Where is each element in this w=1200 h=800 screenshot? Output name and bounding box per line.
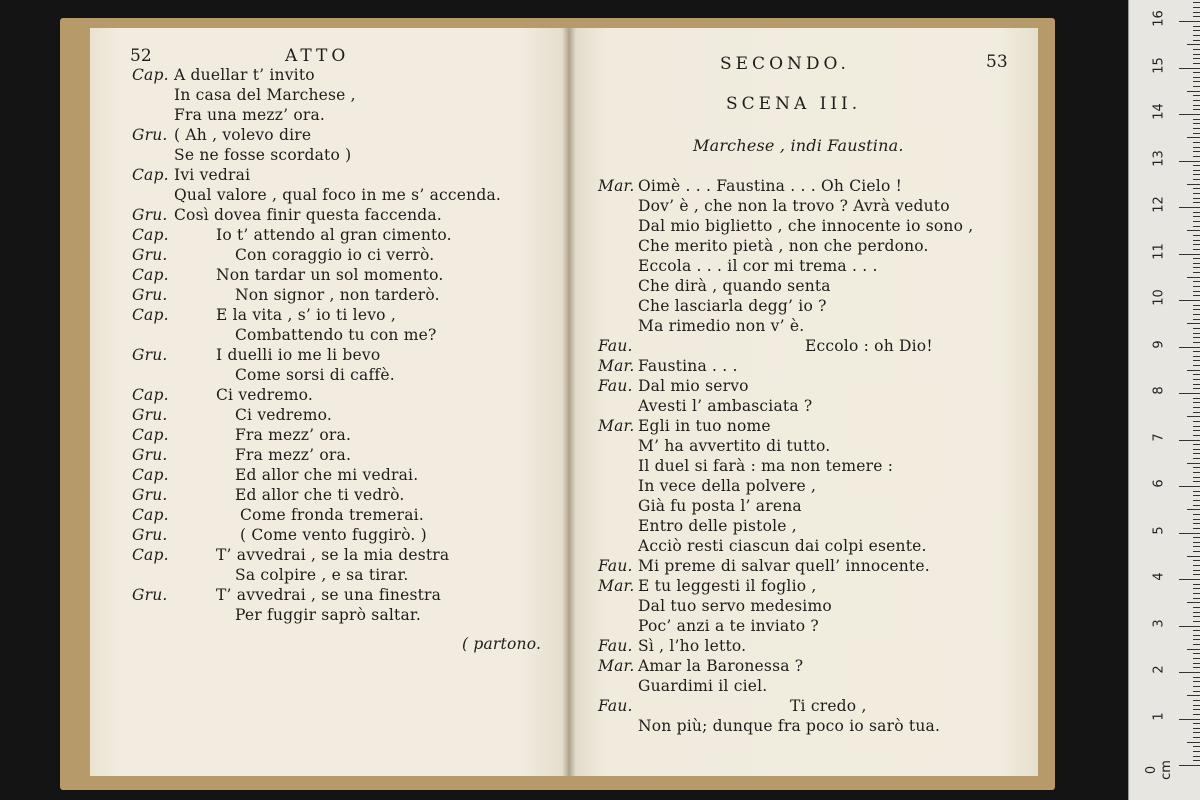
ruler-tick: [1193, 751, 1200, 752]
ruler-tick: [1193, 495, 1200, 496]
ruler-tick: [1193, 732, 1200, 733]
left-verse-line: Come fronda tremerai.: [240, 506, 424, 524]
left-speaker: Gru.: [132, 446, 168, 464]
right-verse-line: Dov’ è , che non la trovo ? Avrà veduto: [638, 197, 950, 215]
ruler-tick: [1193, 263, 1200, 264]
left-verse-line: Non signor , non tarderò.: [235, 286, 440, 304]
left-speaker: Gru.: [132, 346, 168, 364]
ruler-tick: [1193, 356, 1200, 357]
left-verse-line: Ed allor che ti vedrò.: [235, 486, 405, 504]
ruler-label: 1: [1151, 711, 1167, 721]
right-verse-line: Dal mio servo: [638, 377, 749, 395]
ruler-tick: [1193, 491, 1200, 492]
ruler-label: 12: [1151, 196, 1167, 213]
left-page: [90, 28, 568, 776]
ruler-tick: [1193, 630, 1200, 631]
left-verse-line: Così dovea finir questa faccenda.: [174, 206, 442, 224]
ruler-tick: [1179, 347, 1200, 348]
left-speaker: Gru.: [132, 126, 168, 144]
ruler-tick: [1193, 95, 1200, 96]
left-verse-line: Fra mezz’ ora.: [235, 446, 352, 464]
ruler-tick: [1193, 105, 1200, 106]
ruler-tick: [1193, 30, 1200, 31]
ruler-tick: [1193, 333, 1200, 334]
ruler-tick: [1193, 756, 1200, 757]
left-speaker: Gru.: [132, 526, 168, 544]
ruler-tick: [1193, 737, 1200, 738]
right-verse-line: Non più; dunque fra poco io sarò tua.: [638, 717, 941, 735]
left-speaker: Gru.: [132, 286, 168, 304]
ruler-tick: [1193, 77, 1200, 78]
ruler-tick: [1193, 109, 1200, 110]
ruler-tick: [1179, 765, 1200, 766]
ruler-tick: [1193, 746, 1200, 747]
left-verse-line: Ci vedremo.: [235, 406, 333, 424]
ruler-tick: [1193, 286, 1200, 287]
left-verse-line: Con coraggio io ci verrò.: [235, 246, 435, 264]
ruler-tick: [1179, 719, 1200, 720]
ruler-tick: [1193, 198, 1200, 199]
ruler-tick: [1193, 700, 1200, 701]
ruler-label: 0 cm: [1144, 760, 1174, 780]
ruler-tick: [1193, 221, 1200, 222]
right-verse-line: Ti credo ,: [790, 697, 867, 715]
left-speaker: Gru.: [132, 246, 168, 264]
right-verse-line: Avesti l’ ambasciata ?: [638, 397, 813, 415]
left-verse-line: Ed allor che mi vedrai.: [235, 466, 419, 484]
ruler-tick: [1193, 133, 1200, 134]
ruler-tick: [1179, 486, 1200, 487]
ruler-tick: [1193, 407, 1200, 408]
right-speaker: Fau.: [598, 377, 633, 395]
ruler-tick: [1193, 193, 1200, 194]
left-verse-line: Fra una mezz’ ora.: [174, 106, 326, 124]
ruler-label: 7: [1151, 432, 1167, 442]
ruler-tick: [1193, 63, 1200, 64]
right-speaker: Fau.: [598, 337, 633, 355]
ruler-label: 14: [1151, 103, 1167, 120]
ruler-tick: [1193, 430, 1200, 431]
ruler-tick: [1193, 328, 1200, 329]
ruler-tick: [1193, 16, 1200, 17]
ruler-tick: [1193, 128, 1200, 129]
ruler-tick: [1193, 226, 1200, 227]
left-speaker: Gru.: [132, 586, 168, 604]
left-speaker: Cap.: [132, 66, 169, 84]
ruler-tick: [1179, 254, 1200, 255]
ruler-tick: [1193, 481, 1200, 482]
right-running-head: SECONDO.: [720, 54, 850, 74]
ruler-tick: [1179, 114, 1200, 115]
left-speaker: Cap.: [132, 166, 169, 184]
left-verse-line: Fra mezz’ ora.: [235, 426, 352, 444]
right-speaker: Fau.: [598, 697, 633, 715]
left-verse-line: Se ne fosse scordato ): [174, 146, 352, 164]
ruler-tick: [1193, 709, 1200, 710]
ruler-tick: [1187, 184, 1200, 185]
ruler-tick: [1193, 472, 1200, 473]
right-speaker: Fau.: [598, 637, 633, 655]
ruler-tick: [1193, 119, 1200, 120]
ruler-label: 2: [1151, 665, 1167, 674]
ruler-tick: [1193, 54, 1200, 55]
ruler-tick: [1193, 607, 1200, 608]
ruler-tick: [1193, 528, 1200, 529]
ruler-tick: [1193, 314, 1200, 315]
left-verse-line: Come sorsi di caffè.: [235, 366, 395, 384]
ruler-tick: [1193, 635, 1200, 636]
ruler-tick: [1193, 705, 1200, 706]
ruler-label: 15: [1151, 56, 1167, 74]
left-speaker: Gru.: [132, 486, 168, 504]
ruler-tick: [1193, 523, 1200, 524]
ruler-tick: [1193, 760, 1200, 761]
ruler-tick: [1193, 379, 1200, 380]
ruler-tick: [1187, 230, 1200, 231]
ruler-tick: [1179, 68, 1200, 69]
ruler-label: 8: [1151, 386, 1167, 395]
right-speaker: Mar.: [598, 417, 635, 435]
left-verse-line: ( Come vento fuggirò. ): [240, 526, 427, 544]
right-verse-line: Già fu posta l’ arena: [638, 497, 802, 515]
scene-heading: SCENA III.: [726, 94, 862, 114]
left-verse-line: E la vita , s’ io ti levo ,: [216, 306, 396, 324]
ruler-tick: [1193, 644, 1200, 645]
ruler-tick: [1193, 686, 1200, 687]
ruler-tick: [1193, 612, 1200, 613]
ruler-tick: [1193, 319, 1200, 320]
ruler-tick: [1193, 272, 1200, 273]
right-verse-line: Il duel si farà : ma non temere :: [638, 457, 894, 475]
ruler-label: 13: [1151, 149, 1167, 167]
left-verse-line: Qual valore , qual foco in me s’ accenda.: [174, 186, 502, 204]
ruler-tick: [1193, 281, 1200, 282]
ruler-tick: [1187, 91, 1200, 92]
left-speaker: Cap.: [132, 466, 169, 484]
ruler-tick: [1193, 86, 1200, 87]
left-speaker: Cap.: [132, 546, 169, 564]
ruler-tick: [1193, 714, 1200, 715]
right-verse-line: In vece della polvere ,: [638, 477, 817, 495]
right-verse-line: Egli in tuo nome: [638, 417, 771, 435]
ruler-tick: [1193, 81, 1200, 82]
ruler-tick: [1193, 212, 1200, 213]
ruler-tick: [1193, 40, 1200, 41]
ruler-label: 9: [1151, 339, 1167, 349]
ruler-tick: [1187, 509, 1200, 510]
left-running-head: ATTO: [285, 46, 350, 66]
ruler-tick: [1193, 244, 1200, 245]
right-verse-line: Oimè . . . Faustina . . . Oh Cielo !: [638, 177, 903, 195]
ruler-tick: [1193, 151, 1200, 152]
ruler-tick: [1193, 100, 1200, 101]
ruler-tick: [1193, 309, 1200, 310]
scene-characters: Marchese , indi Faustina.: [693, 136, 904, 155]
ruler-tick: [1179, 533, 1200, 534]
ruler-tick: [1179, 579, 1200, 580]
ruler-tick: [1193, 188, 1200, 189]
ruler-tick: [1193, 342, 1200, 343]
ruler-tick: [1193, 542, 1200, 543]
ruler-tick: [1193, 202, 1200, 203]
ruler-tick: [1193, 174, 1200, 175]
ruler-tick: [1193, 2, 1200, 3]
ruler-tick: [1193, 574, 1200, 575]
ruler-tick: [1193, 458, 1200, 459]
ruler-tick: [1193, 728, 1200, 729]
ruler-tick: [1187, 649, 1200, 650]
ruler-tick: [1193, 351, 1200, 352]
ruler-tick: [1193, 598, 1200, 599]
ruler-tick: [1193, 156, 1200, 157]
ruler-tick: [1193, 26, 1200, 27]
ruler-tick: [1193, 360, 1200, 361]
ruler-label: 5: [1151, 525, 1167, 535]
ruler-label: 6: [1151, 479, 1167, 488]
left-verse-line: Combattendo tu con me?: [235, 326, 437, 344]
ruler-tick: [1193, 551, 1200, 552]
stage-direction-exit: ( partono.: [462, 635, 542, 653]
left-verse-line: Sa colpire , e sa tirar.: [235, 566, 409, 584]
ruler-tick: [1193, 384, 1200, 385]
ruler-tick: [1187, 695, 1200, 696]
ruler-tick: [1193, 621, 1200, 622]
ruler-tick: [1193, 421, 1200, 422]
left-verse-line: Ci vedremo.: [216, 386, 314, 404]
ruler-tick: [1193, 667, 1200, 668]
ruler-tick: [1193, 593, 1200, 594]
right-page: [568, 28, 1038, 776]
ruler-tick: [1193, 723, 1200, 724]
ruler-tick: [1193, 500, 1200, 501]
right-verse-line: Mi preme di salvar quell’ innocente.: [638, 557, 930, 575]
left-speaker: Gru.: [132, 406, 168, 424]
right-verse-line: Dal mio biglietto , che innocente io sono ,: [638, 217, 974, 235]
ruler-tick: [1193, 570, 1200, 571]
left-speaker: Gru.: [132, 206, 168, 224]
ruler-tick: [1193, 123, 1200, 124]
ruler-tick: [1193, 681, 1200, 682]
ruler-tick: [1193, 142, 1200, 143]
ruler-tick: [1193, 216, 1200, 217]
left-verse-line: Per fuggir saprò saltar.: [235, 606, 421, 624]
left-page-number: 52: [130, 46, 152, 66]
left-speaker: Cap.: [132, 426, 169, 444]
ruler-tick: [1193, 337, 1200, 338]
ruler-tick: [1193, 72, 1200, 73]
right-verse-line: Eccola . . . il cor mi trema . . .: [638, 257, 878, 275]
ruler-label: 16: [1151, 10, 1167, 27]
left-speaker: Cap.: [132, 306, 169, 324]
right-speaker: Mar.: [598, 357, 635, 375]
ruler-tick: [1193, 240, 1200, 241]
right-verse-line: Dal tuo servo medesimo: [638, 597, 832, 615]
ruler-tick: [1179, 626, 1200, 627]
ruler-tick: [1193, 546, 1200, 547]
ruler-tick: [1193, 398, 1200, 399]
right-verse-line: Entro delle pistole ,: [638, 517, 797, 535]
left-verse-line: Non tardar un sol momento.: [216, 266, 444, 284]
ruler-tick: [1193, 653, 1200, 654]
ruler-tick: [1193, 179, 1200, 180]
right-verse-line: Ma rimedio non v’ è.: [638, 317, 805, 335]
right-verse-line: Sì , l’ho letto.: [638, 637, 747, 655]
left-verse-line: Io t’ attendo al gran cimento.: [216, 226, 452, 244]
ruler-tick: [1193, 305, 1200, 306]
right-verse-line: Amar la Baronessa ?: [638, 657, 804, 675]
right-page-number: 53: [986, 52, 1008, 72]
ruler-tick: [1187, 370, 1200, 371]
right-speaker: Mar.: [598, 577, 635, 595]
left-verse-line: ( Ah , volevo dire: [174, 126, 312, 144]
right-verse-line: E tu leggesti il foglio ,: [638, 577, 817, 595]
left-verse-line: A duellar t’ invito: [174, 66, 315, 84]
ruler-tick: [1193, 35, 1200, 36]
ruler-tick: [1179, 440, 1200, 441]
ruler-tick: [1193, 444, 1200, 445]
ruler-tick: [1187, 137, 1200, 138]
ruler-tick: [1193, 426, 1200, 427]
ruler-tick: [1179, 21, 1200, 22]
left-speaker: Cap.: [132, 386, 169, 404]
left-speaker: Cap.: [132, 506, 169, 524]
ruler-tick: [1179, 672, 1200, 673]
ruler-tick: [1193, 249, 1200, 250]
ruler-tick: [1193, 677, 1200, 678]
right-verse-line: Che lasciarla degg’ io ?: [638, 297, 827, 315]
left-verse-line: T’ avvedrai , se la mia destra: [216, 546, 450, 564]
ruler-tick: [1193, 519, 1200, 520]
left-verse-line: In casa del Marchese ,: [174, 86, 356, 104]
ruler-tick: [1179, 161, 1200, 162]
right-speaker: Fau.: [598, 557, 633, 575]
ruler-tick: [1193, 505, 1200, 506]
ruler-tick: [1179, 393, 1200, 394]
ruler-tick: [1193, 691, 1200, 692]
left-verse-line: T’ avvedrai , se una finestra: [216, 586, 442, 604]
ruler-tick: [1193, 291, 1200, 292]
ruler-tick: [1179, 300, 1200, 301]
left-speaker: Cap.: [132, 266, 169, 284]
ruler-tick: [1187, 44, 1200, 45]
ruler-tick: [1187, 742, 1200, 743]
right-verse-line: Che merito pietà , non che perdono.: [638, 237, 929, 255]
ruler-tick: [1193, 12, 1200, 13]
ruler-tick: [1193, 258, 1200, 259]
ruler-tick: [1193, 565, 1200, 566]
left-verse-line: I duelli io me li bevo: [216, 346, 381, 364]
right-verse-line: Acciò resti ciascun dai colpi esente.: [638, 537, 927, 555]
right-verse-line: Poc’ anzi a te inviato ?: [638, 617, 819, 635]
ruler-tick: [1187, 416, 1200, 417]
right-verse-line: Guardimi il ciel.: [638, 677, 768, 695]
ruler-tick: [1193, 663, 1200, 664]
ruler-tick: [1193, 7, 1200, 8]
ruler-label: 4: [1151, 572, 1167, 581]
ruler-tick: [1193, 449, 1200, 450]
ruler-tick: [1193, 639, 1200, 640]
ruler-tick: [1187, 277, 1200, 278]
ruler-tick: [1187, 602, 1200, 603]
ruler-tick: [1187, 323, 1200, 324]
ruler-tick: [1193, 453, 1200, 454]
ruler-tick: [1193, 295, 1200, 296]
ruler-tick: [1193, 412, 1200, 413]
ruler-tick: [1187, 556, 1200, 557]
ruler-tick: [1193, 147, 1200, 148]
ruler-tick: [1193, 374, 1200, 375]
book-gutter: [562, 28, 576, 776]
ruler-tick: [1193, 267, 1200, 268]
ruler-tick: [1193, 165, 1200, 166]
right-speaker: Mar.: [598, 657, 635, 675]
ruler-label: 3: [1151, 618, 1167, 628]
left-verse-line: Ivi vedrai: [174, 166, 251, 184]
ruler-tick: [1193, 537, 1200, 538]
right-speaker: Mar.: [598, 177, 635, 195]
left-speaker: Cap.: [132, 226, 169, 244]
right-verse-line: Eccolo : oh Dio!: [805, 337, 933, 355]
ruler-tick: [1179, 207, 1200, 208]
ruler-tick: [1193, 584, 1200, 585]
ruler-tick: [1193, 588, 1200, 589]
ruler-label: 10: [1151, 289, 1167, 306]
ruler-tick: [1193, 658, 1200, 659]
right-verse-line: M’ ha avvertito di tutto.: [638, 437, 831, 455]
ruler-tick: [1193, 514, 1200, 515]
ruler-tick: [1193, 402, 1200, 403]
right-verse-line: Faustina . . .: [638, 357, 738, 375]
ruler-tick: [1193, 560, 1200, 561]
ruler-tick: [1193, 49, 1200, 50]
ruler-tick: [1187, 463, 1200, 464]
ruler-tick: [1193, 388, 1200, 389]
ruler-tick: [1193, 616, 1200, 617]
ruler-tick: [1193, 235, 1200, 236]
ruler-tick: [1193, 58, 1200, 59]
ruler-tick: [1193, 365, 1200, 366]
measurement-ruler: [1128, 0, 1200, 800]
ruler-label: 11: [1151, 242, 1167, 260]
ruler-tick: [1193, 170, 1200, 171]
ruler-tick: [1193, 435, 1200, 436]
ruler-tick: [1193, 467, 1200, 468]
ruler-tick: [1193, 477, 1200, 478]
right-verse-line: Che dirà , quando senta: [638, 277, 831, 295]
